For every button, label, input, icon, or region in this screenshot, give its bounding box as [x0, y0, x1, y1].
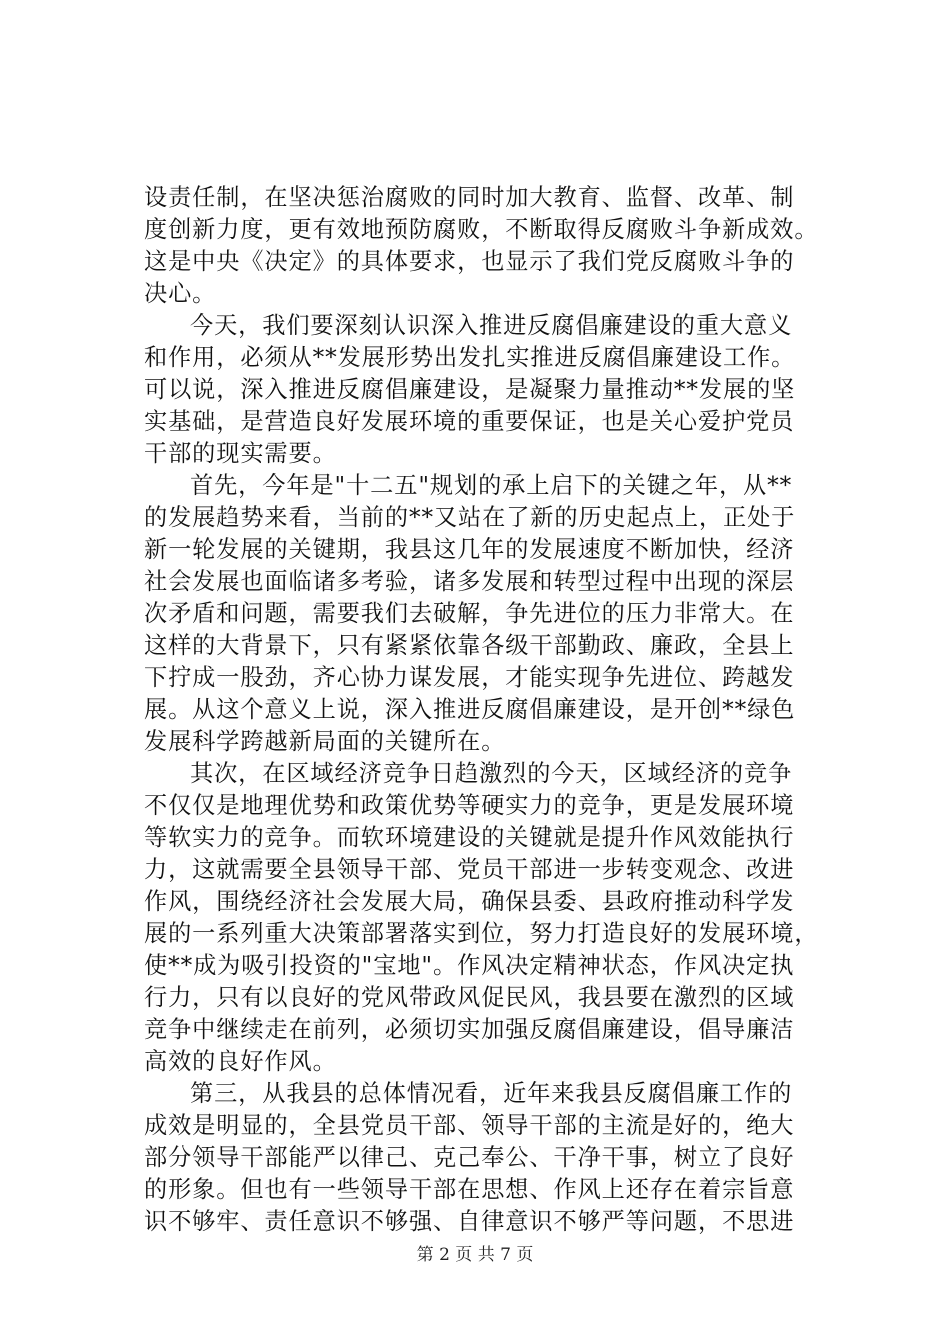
body-text-line: 设责任制，在坚决惩治腐败的同时加大教育、监督、改革、制 — [144, 184, 795, 211]
paragraph-first-line: 第三，从我县的总体情况看，近年来我县反腐倡廉工作的 — [190, 1080, 793, 1107]
body-text-line: 干部的现实需要。 — [144, 440, 337, 467]
body-text-line: 使**成为吸引投资的"宝地"。作风决定精神状态，作风决定执 — [144, 952, 795, 979]
body-text-line: 这样的大背景下，只有紧紧依靠各级干部勤政、廉政，全县上 — [144, 632, 795, 659]
body-text-line: 部分领导干部能严以律己、克己奉公、干净干事，树立了良好 — [144, 1144, 795, 1171]
body-text-line: 力，这就需要全县领导干部、党员干部进一步转变观念、改进 — [144, 856, 795, 883]
body-text-line: 度创新力度，更有效地预防腐败，不断取得反腐败斗争新成效。 — [144, 216, 819, 243]
body-text-line: 竞争中继续走在前列，必须切实加强反腐倡廉建设，倡导廉洁 — [144, 1016, 795, 1043]
body-text-line: 展的一系列重大决策部署落实到位，努力打造良好的发展环境， — [144, 920, 819, 947]
paragraph-first-line: 其次，在区域经济竞争日趋激烈的今天，区域经济的竞争 — [190, 760, 793, 787]
body-text-line: 识不够牢、责任意识不够强、自律意识不够严等问题，不思进 — [144, 1208, 795, 1235]
page-number-footer: 第 2 页 共 7 页 — [416, 1245, 534, 1265]
body-text-line: 实基础，是营造良好发展环境的重要保证，也是关心爱护党员 — [144, 408, 795, 435]
body-text-line: 决心。 — [144, 280, 217, 307]
body-text-line: 作风，围绕经济社会发展大局，确保县委、县政府推动科学发 — [144, 888, 795, 915]
body-text-line: 不仅仅是地理优势和政策优势等硬实力的竞争，更是发展环境 — [144, 792, 795, 819]
paragraph-first-line: 首先，今年是"十二五"规划的承上启下的关键之年，从** — [190, 472, 793, 499]
body-text-line: 发展科学跨越新局面的关键所在。 — [144, 728, 506, 755]
paragraph-first-line: 今天，我们要深刻认识深入推进反腐倡廉建设的重大意义 — [190, 312, 793, 339]
body-text-line: 新一轮发展的关键期，我县这几年的发展速度不断加快，经济 — [144, 536, 795, 563]
body-text-line: 等软实力的竞争。而软环境建设的关键就是提升作风效能执行 — [144, 824, 795, 851]
body-text-line: 展。从这个意义上说，深入推进反腐倡廉建设，是开创**绿色 — [144, 696, 796, 723]
body-text-line: 高效的良好作风。 — [144, 1048, 337, 1075]
body-text-line: 可以说，深入推进反腐倡廉建设，是凝聚力量推动**发展的坚 — [144, 376, 796, 403]
body-text-line: 次矛盾和问题，需要我们去破解，争先进位的压力非常大。在 — [144, 600, 795, 627]
body-text-line: 社会发展也面临诸多考验，诸多发展和转型过程中出现的深层 — [144, 568, 795, 595]
body-text-line: 的形象。但也有一些领导干部在思想、作风上还存在着宗旨意 — [144, 1176, 795, 1203]
body-text-line: 下拧成一股劲，齐心协力谋发展，才能实现争先进位、跨越发 — [144, 664, 795, 691]
body-text-line: 的发展趋势来看，当前的**又站在了新的历史起点上，正处于 — [144, 504, 796, 531]
body-text-line: 和作用，必须从**发展形势出发扎实推进反腐倡廉建设工作。 — [144, 344, 796, 371]
body-text-line: 这是中央《决定》的具体要求，也显示了我们党反腐败斗争的 — [144, 248, 795, 275]
body-text-line: 行力，只有以良好的党风带政风促民风，我县要在激烈的区域 — [144, 984, 795, 1011]
body-text-line: 成效是明显的，全县党员干部、领导干部的主流是好的，绝大 — [144, 1112, 795, 1139]
